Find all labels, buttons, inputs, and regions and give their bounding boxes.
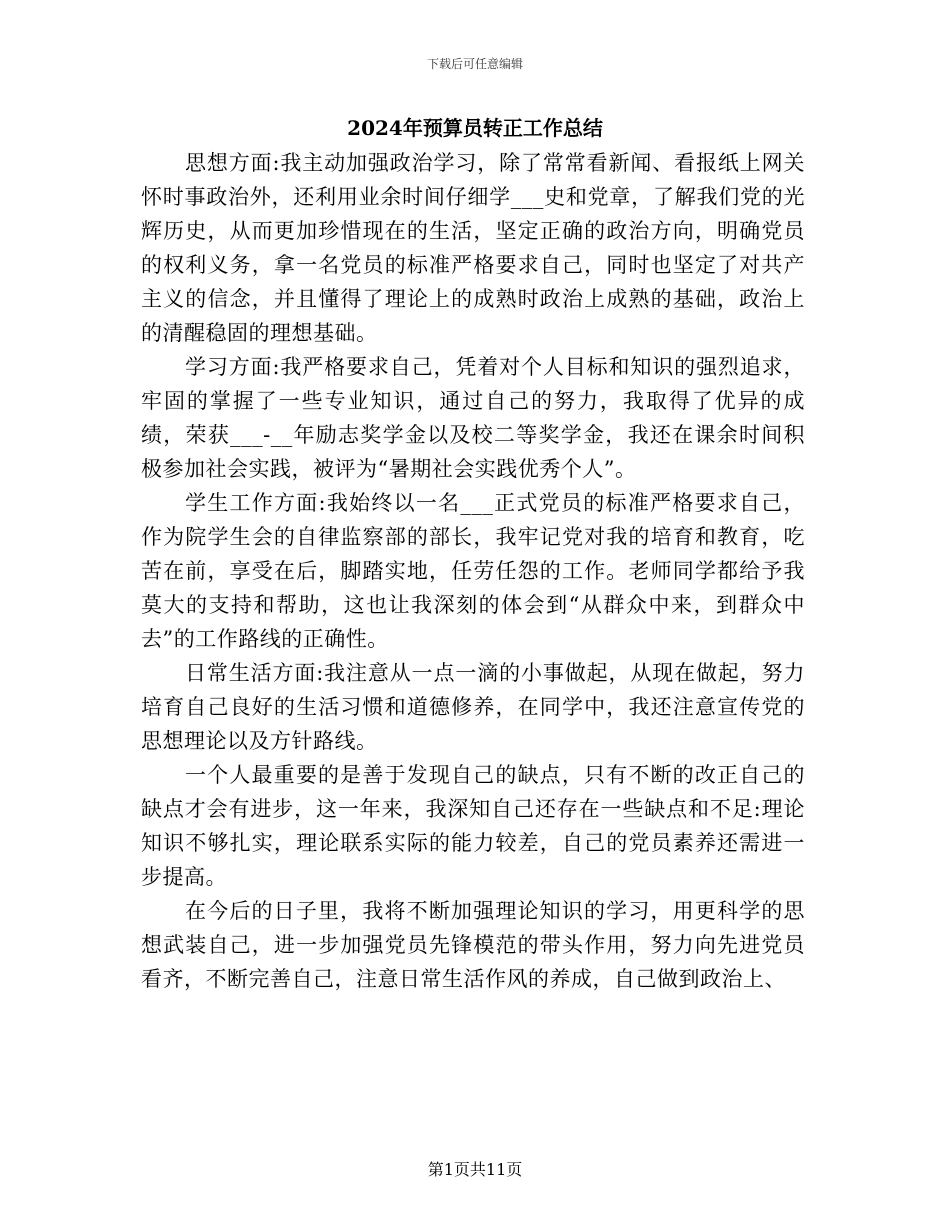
document-body: [141, 146, 805, 996]
paragraph-future: 在今后的日子里，我将不断加强理论知识的学习，用更科学的思想武装自己，进一步加强党员先锋模范的带头作用，努力向先进党员看齐，不断完善自己，注意日常生活作风的养成，自己做到政治上、: [141, 899, 805, 991]
document-title: 2024年预算员转正工作总结: [347, 116, 603, 140]
paragraph-daily-life: 日常生活方面:我注意从一点一滴的小事做起，从现在做起，努力培育自己良好的生活习惯和道德修养，在同学中，我还注意宣传党的思想理论以及方针路线。: [141, 661, 805, 753]
page-number: 第1页共11页: [427, 1160, 523, 1179]
paragraph-study: 学习方面:我严格要求自己，凭着对个人目标和知识的强烈追求，牢固的掌握了一些专业知识，通过自己的努力，我取得了优异的成绩，荣获___-__年励志奖学金以及校二等奖学金，我还在课余时间积极参加社会实践，被评为“暑期社会实践优秀个人”。: [141, 355, 805, 481]
paragraph-student-work: 学生工作方面:我始终以一名___正式党员的标准严格要求自己，作为院学生会的自律监察部的部长，我牢记党对我的培育和教育，吃苦在前，享受在后，脚踏实地，任劳任怨的工作。老师同学都给予我莫大的支持和帮助，这也让我深刻的体会到“从群众中来，到群众中去”的工作路线的正确性。: [141, 491, 805, 651]
paragraph-shortcomings: 一个人最重要的是善于发现自己的缺点，只有不断的改正自己的缺点才会有进步，这一年来，我深知自己还存在一些缺点和不足:理论知识不够扎实，理论联系实际的能力较差，自己的党员素养还需进一步提高。: [141, 763, 805, 889]
header-note: 下载后可任意编辑: [426, 57, 523, 71]
paragraph-ideology: 思想方面:我主动加强政治学习，除了常常看新闻、看报纸上网关怀时事政治外，还利用业余时间仔细学___史和党章，了解我们党的光辉历史，从而更加珍惜现在的生活，坚定正确的政治方向，明确党员的权利义务，拿一名党员的标准严格要求自己，同时也坚定了对共产主义的信念，并且懂得了理论上的成熟时政治上成熟的基础，政治上的清醒稳固的理想基础。: [141, 151, 805, 345]
